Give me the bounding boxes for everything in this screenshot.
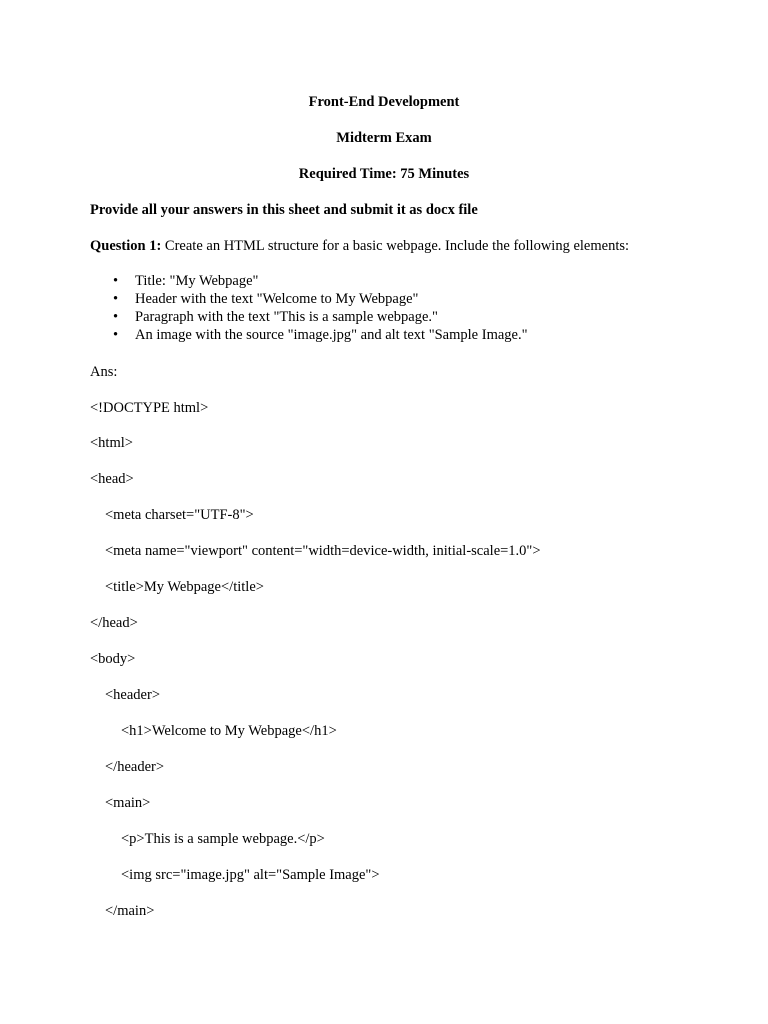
code-line: <img src="image.jpg" alt="Sample Image">: [121, 867, 380, 883]
code-line: <meta charset="UTF-8">: [105, 507, 254, 523]
code-line: <meta name="viewport" content="width=device-width, initial-scale=1.0">: [105, 543, 541, 559]
code-line: <main>: [105, 795, 151, 811]
code-line: <html>: [90, 435, 133, 451]
requirements-list: [90, 272, 528, 344]
code-line: <p>This is a sample webpage.</p>: [121, 831, 325, 847]
code-line: <head>: [90, 471, 134, 487]
bullet-icon: •: [113, 327, 119, 343]
code-line: </head>: [90, 615, 138, 631]
list-item: • Paragraph with the text "This is a sample webpage.": [113, 309, 438, 325]
code-line: </header>: [105, 759, 165, 775]
bullet-icon: •: [113, 273, 119, 289]
exam-title: Midterm Exam: [336, 130, 432, 146]
question-1-text: Create an HTML structure for a basic webpage. Include the following elements:: [161, 238, 630, 254]
answer-label: Ans:: [90, 364, 118, 380]
code-line: <body>: [90, 651, 136, 667]
list-item: • An image with the source "image.jpg" and alt text "Sample Image.": [113, 327, 528, 343]
code-line: </main>: [105, 903, 155, 919]
bullet-icon: •: [113, 309, 119, 325]
bullet-icon: •: [113, 291, 119, 307]
code-line: <header>: [105, 687, 160, 703]
list-item: • Header with the text "Welcome to My Webpage": [113, 291, 419, 307]
question-1-label: Question 1:: [90, 238, 162, 254]
code-line: <!DOCTYPE html>: [90, 400, 209, 416]
list-item: • Title: "My Webpage": [113, 273, 259, 289]
code-line: <title>My Webpage</title>: [105, 579, 264, 595]
course-title: Front-End Development: [308, 94, 460, 110]
instructions: Provide all your answers in this sheet and submit it as docx file: [90, 202, 478, 218]
required-time: Required Time: 75 Minutes: [298, 166, 470, 182]
code-line: <h1>Welcome to My Webpage</h1>: [121, 723, 337, 739]
question-1: [90, 237, 629, 255]
